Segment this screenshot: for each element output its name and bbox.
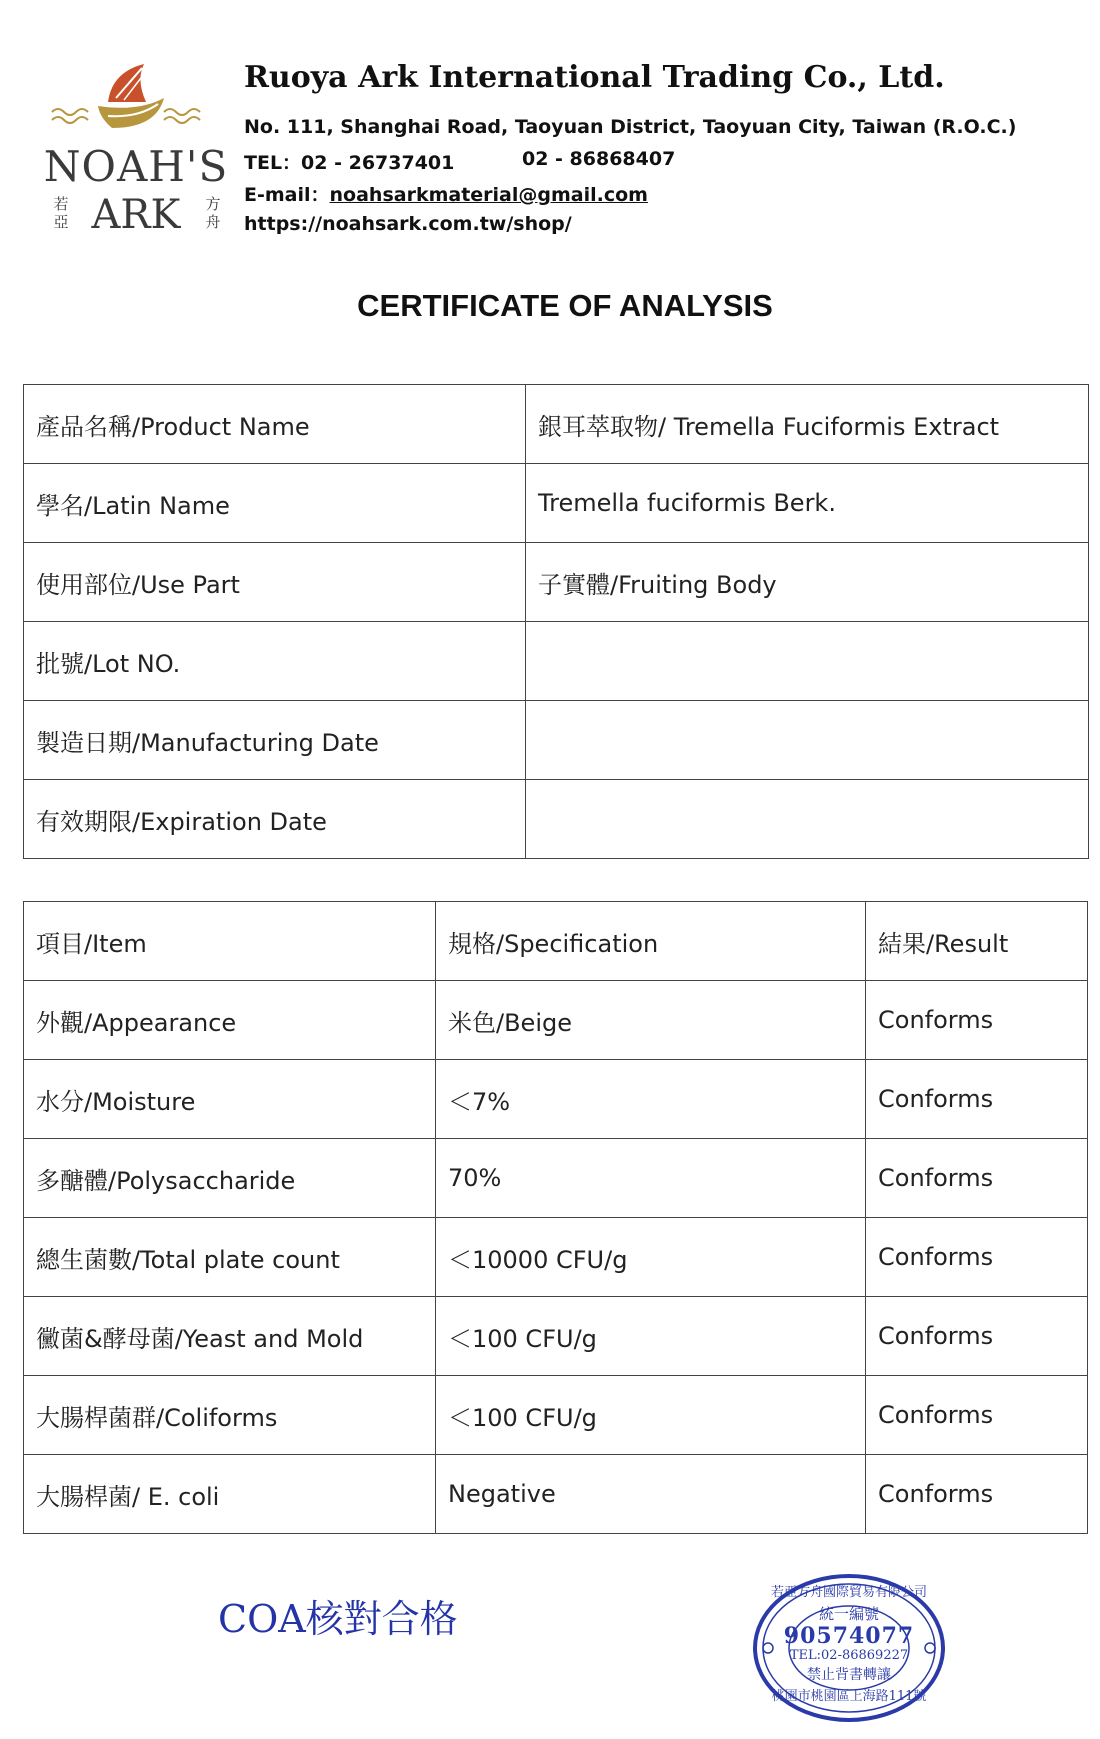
item-cell: 水分/Moisture [24,1060,436,1139]
company-phone [244,148,676,175]
product-name-value: 銀耳萃取物/ Tremella Fuciformis Extract [526,385,1089,464]
company-address: No. 111, Shanghai Road, Taoyuan District, Taoyuan City, Taiwan (R.O.C.) [244,116,1017,138]
table-row [24,981,1088,1060]
use-part-label: 使用部位/Use Part [24,543,526,622]
seal-phone: TEL:02-86869227 [789,1648,909,1663]
seal-company-name: 若亞方舟國際貿易有限公司 [770,1585,927,1600]
use-part-value: 子實體/Fruiting Body [526,543,1089,622]
latin-name-label: 學名/Latin Name [24,464,526,543]
spec-cell: ＜100 CFU/g [436,1297,866,1376]
seal-notice: 禁止背書轉讓 [807,1667,891,1683]
analysis-table [23,901,1088,1534]
item-header: 項目/Item [24,902,436,981]
company-website[interactable]: https://noahsark.com.tw/shop/ [244,213,572,235]
table-row [24,1218,1088,1297]
coa-verified-note: COA核對合格 [218,1597,458,1641]
logo-brand-text: NOAH'S [43,142,229,191]
spec-cell: 米色/Beige [436,981,866,1060]
spec-cell: Negative [436,1455,866,1534]
table-row [24,543,1089,622]
table-row [24,780,1089,859]
table-row [24,701,1089,780]
table-row [24,1455,1088,1534]
table-row [24,385,1089,464]
lot-no-value [526,622,1089,701]
item-cell: 大腸桿菌群/Coliforms [24,1376,436,1455]
latin-name-value: Tremella fuciformis Berk. [526,464,1089,543]
product-name-label: 產品名稱/Product Name [24,385,526,464]
item-cell: 總生菌數/Total plate count [24,1218,436,1297]
manufacturing-date-label: 製造日期/Manufacturing Date [24,701,526,780]
phone-primary: TEL：02 - 26737401 [244,152,455,174]
spec-cell: 70% [436,1139,866,1218]
logo-cjk-right-2: 舟 [205,213,221,231]
table-row [24,1376,1088,1455]
logo-ark-text: ARK [91,192,181,238]
seal-id-label: 統一編號 [818,1605,879,1623]
result-header: 結果/Result [866,902,1088,981]
result-cell: Conforms [866,1455,1088,1534]
table-row [24,622,1089,701]
spec-cell: ＜100 CFU/g [436,1376,866,1455]
product-info-table [23,384,1089,859]
item-cell: 多醣體/Polysaccharide [24,1139,436,1218]
expiration-date-value [526,780,1089,859]
table-row [24,464,1089,543]
page-title: CERTIFICATE OF ANALYSIS [357,288,773,323]
logo-cjk-left-1: 若 [53,195,69,213]
result-cell: Conforms [866,1060,1088,1139]
specification-header: 規格/Specification [436,902,866,981]
table-row [24,1139,1088,1218]
result-cell: Conforms [866,981,1088,1060]
item-cell: 外觀/Appearance [24,981,436,1060]
company-name: Ruoya Ark International Trading Co., Ltd. [244,60,945,95]
table-row [24,1297,1088,1376]
spec-cell: ＜10000 CFU/g [436,1218,866,1297]
phone-secondary: 02 - 86868407 [522,148,676,170]
result-cell: Conforms [866,1376,1088,1455]
seal-address: 桃園市桃園區上海路111號 [771,1689,927,1704]
email-label: E-mail： [244,184,330,206]
logo-cjk-right-1: 方 [205,195,221,213]
logo-cjk-left-2: 亞 [53,213,69,231]
result-cell: Conforms [866,1297,1088,1376]
email-link[interactable]: noahsarkmaterial@gmail.com [329,184,648,206]
lot-no-label: 批號/Lot NO. [24,622,526,701]
spec-cell: ＜7% [436,1060,866,1139]
company-email [244,180,648,207]
ship-logo-icon [38,60,234,150]
expiration-date-label: 有效期限/Expiration Date [24,780,526,859]
result-cell: Conforms [866,1218,1088,1297]
company-logo [38,60,234,240]
table-row [24,1060,1088,1139]
manufacturing-date-value [526,701,1089,780]
item-cell: 大腸桿菌/ E. coli [24,1455,436,1534]
seal-id-number: 90574077 [783,1623,915,1649]
result-cell: Conforms [866,1139,1088,1218]
table-header-row [24,902,1088,981]
item-cell: 黴菌&酵母菌/Yeast and Mold [24,1297,436,1376]
company-seal-stamp [752,1573,946,1723]
